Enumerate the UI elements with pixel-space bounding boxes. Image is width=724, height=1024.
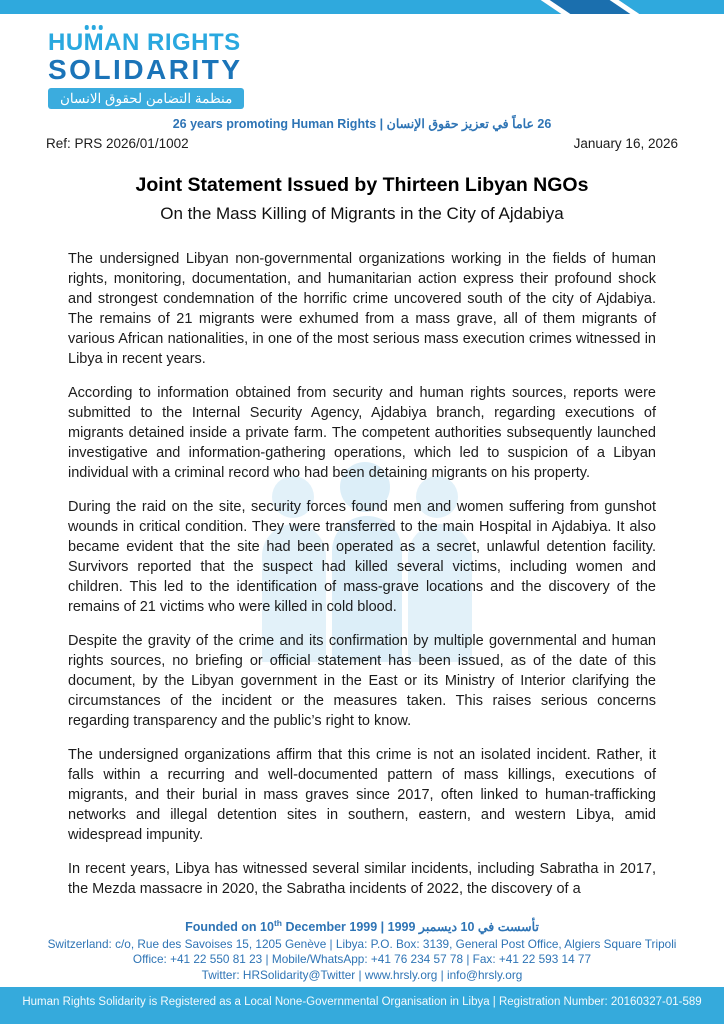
footer-address-line: Switzerland: c/o, Rue des Savoises 15, 1205 Genève | Libya: P.O. Box: 3139, General Post Office, Algiers Square Tripoli — [47, 936, 677, 951]
paragraph-4: Despite the gravity of the crime and its confirmation by multiple governmental and human rights sources, no briefing or official statement has been issued, as of the date of this document, by the Libyan government in the East or its Ministry of Interior clarifying the circumstances of the incident or the measures taken. This raises serious concerns regarding transparency and the public’s right to know. — [68, 633, 656, 729]
statement-subtitle: On the Mass Killing of Migrants in the City of Ajdabiya — [160, 204, 564, 223]
statement-title: Joint Statement Issued by Thirteen Libyan NGOs — [135, 174, 589, 196]
founded-ordinal-sup: th — [273, 918, 282, 929]
logo-m-people-icon — [84, 30, 105, 55]
founded-arabic: تأسست في 10 ديسمبر 1999 — [387, 920, 539, 935]
footer-online-line: Twitter: HRSolidarity@Twitter | www.hrsly.org | info@hrsly.org — [201, 967, 523, 982]
registration-text: Human Rights Solidarity is Registered as a Local None-Governmental Organisation in Libya | Registration Number: 20160327-01-589 — [22, 996, 702, 1008]
paragraph-1: The undersigned Libyan non-governmental organizations working in the fields of human rights, monitoring, documentation, and humanitarian action express their profound shock and strongest condemnation of the horrific crime uncovered south of the city of Ajdabiya. The remains of 21 migrants were exhumed from a mass grave, all of them migrants of various African nationalities, in one of the most serious mass execution crimes witnessed in Libya in recent years. — [68, 251, 656, 367]
footer-phones-line: Office: +41 22 550 81 23 | Mobile/WhatsApp: +41 76 234 57 78 | Fax: +41 22 593 14 77 — [132, 952, 592, 966]
document-date: January 16, 2026 — [573, 136, 678, 151]
registration-bar — [0, 987, 724, 1024]
logo-line1 — [48, 30, 724, 55]
tagline-arabic: 26 عاماً في تعزيز حقوق الإنسان — [386, 117, 552, 131]
statement-paragraphs — [68, 249, 656, 899]
paragraph-3: During the raid on the site, security forces found men and women suffering from gunshot wounds in critical condition. They were transferred to the main Hospital in Ajdabiya. It also became evident that the site had been operated as a secret, unlawful detention facility. Survivors reported that the suspect had killed several victims, including women and children. This led to the identification of mass-grave locations and the discovery of the remains of 21 victims who were killed in cold blood. — [68, 499, 656, 615]
paragraph-6: In recent years, Libya has witnessed several similar incidents, including Sabratha in 2017, the Mezda massacre in 2020, the Sabratha incidents of 2022, the discovery of a — [68, 861, 656, 897]
document-header — [0, 30, 724, 151]
top-accent-bar — [0, 0, 724, 14]
logo-line2: SOLIDARITY — [48, 54, 243, 85]
founded-english-pre: Founded on 10 — [185, 920, 274, 935]
logo-line1-post: AN RIGHTS — [104, 29, 241, 56]
org-logo — [48, 30, 724, 109]
reference-number: Ref: PRS 2026/01/1002 — [46, 136, 189, 151]
logo-line1-pre: HU — [48, 29, 84, 56]
logo-arabic-name: منظمة التضامن لحقوق الانسان — [48, 88, 244, 109]
paragraph-5: The undersigned organizations affirm that this crime is not an isolated incident. Rather, it falls within a recurring and well-documented pattern of mass killings, executions of migrants, and their burial in mass graves since 2017, often linked to human-trafficking networks and illegal detention sites in southern, eastern, and western Libya, amid widespread impunity. — [68, 747, 656, 843]
people-dots-icon — [85, 25, 104, 30]
reference-row — [46, 136, 678, 151]
document-footer — [0, 915, 724, 987]
logo-line1-m: M — [83, 29, 105, 56]
diagonal-stripe-icon — [541, 0, 640, 14]
anniversary-tagline — [0, 116, 724, 131]
paragraph-2: According to information obtained from security and human rights sources, reports were submitted to the Internal Security Agency, Ajdabiya branch, regarding executions of migrants detained inside a private farm. The competent authorities subsequently launched investigative and information-gathering operations, which led to suspicion of a Libyan individual with a criminal record who had been detaining migrants on his property. — [68, 385, 656, 481]
founded-line — [0, 915, 724, 936]
document-body — [68, 174, 656, 899]
founded-separator: December 1999 | — [281, 920, 388, 935]
tagline-english: 26 years promoting Human Rights | — [172, 117, 387, 131]
